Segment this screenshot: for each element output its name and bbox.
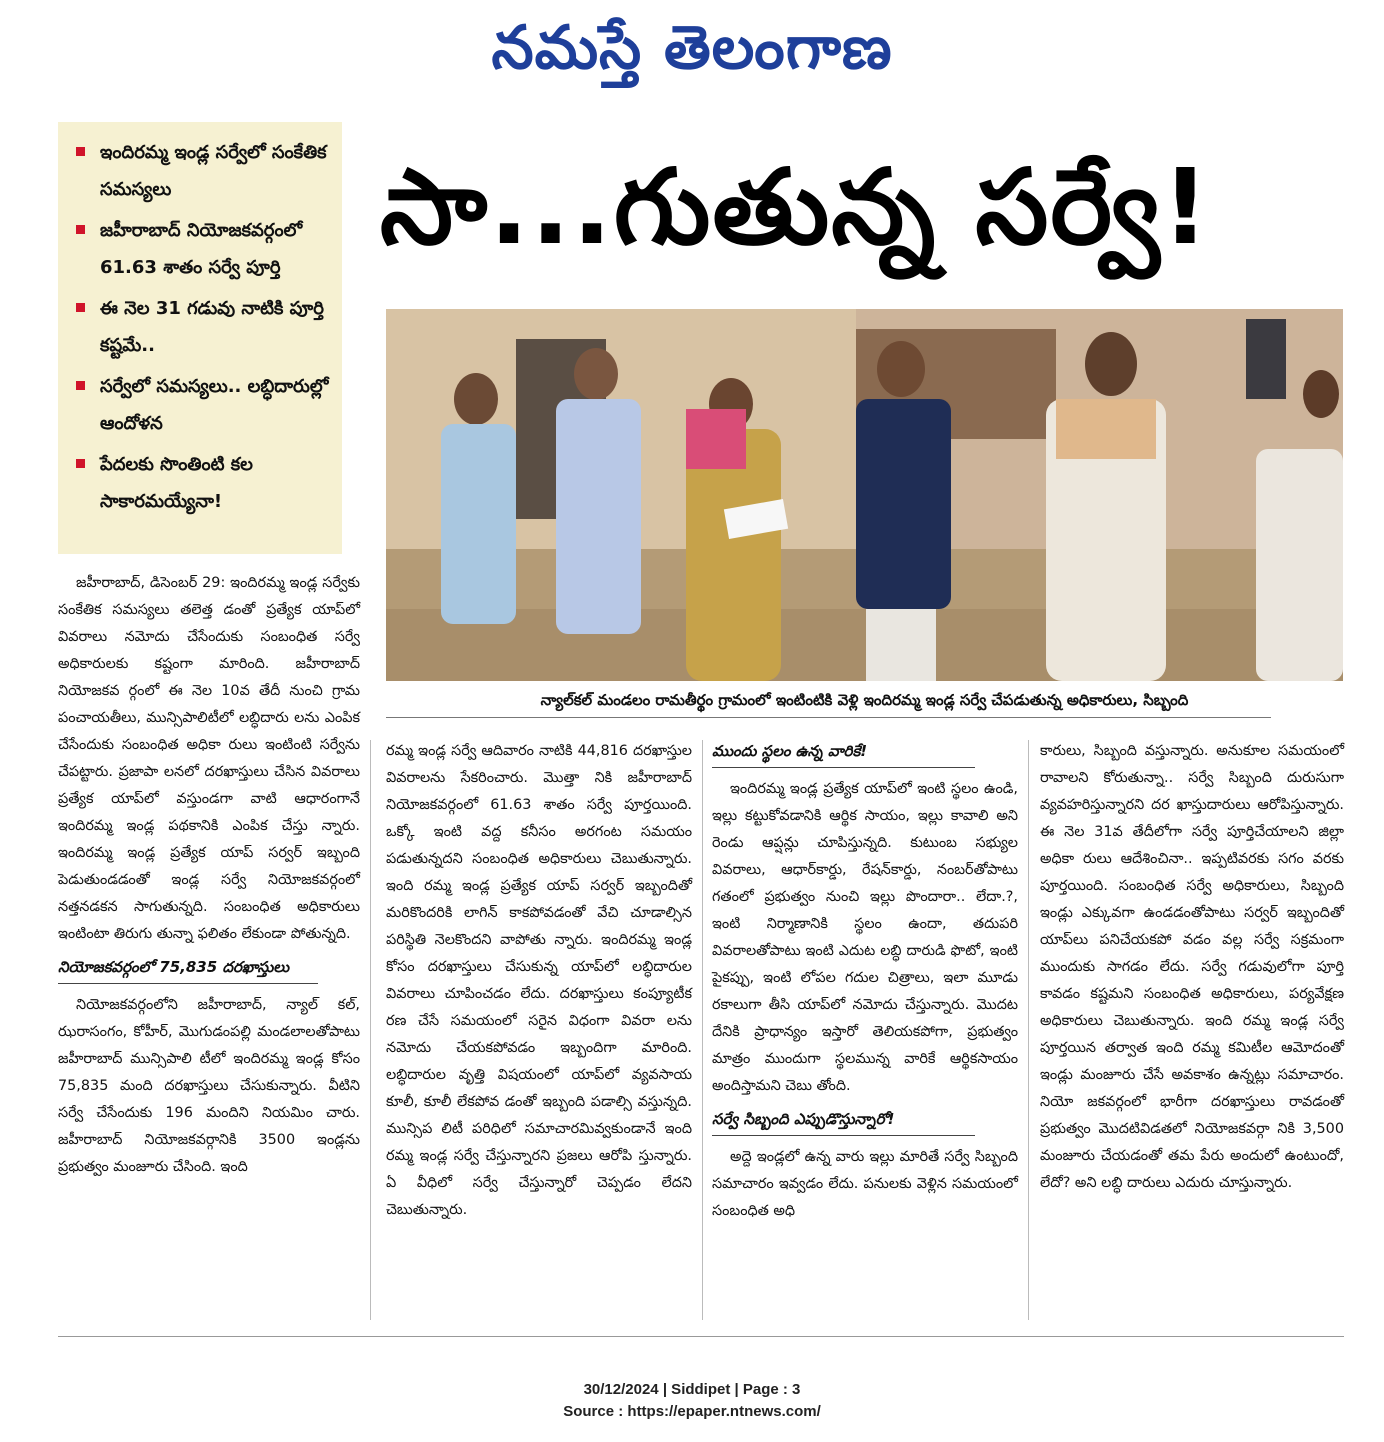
highlight-item: ఈ నెల 31 గడువు నాటికి పూర్తి కష్టమే.. <box>72 290 332 364</box>
paragraph: నియోజకవర్గంలోని జహీరాబాద్, న్యాల్ కల్, ఝరాసంగం, కోహీర్, మొగుడంపల్లి మండలాలతోపాటు జహీరాబాద్ మున్సిపాలి టీలో ఇందిరమ్మ ఇండ్ల కోసం 75,835 మంది దరఖాస్తులు చేసుకున్నారు. వీటిని సర్వే చేసేందుకు 196 మందిని నియమిం చారు. జహీరాబాద్ నియోజకవర్గానికి 3500 ఇండ్లను ప్రభుత్వం మంజూరు చేసింది. ఇంది <box>58 997 360 1175</box>
article-column-4 <box>1040 738 1344 1199</box>
paragraph: జహీరాబాద్, డిసెంబర్ 29: ఇందిరమ్మ ఇండ్ల సర్వేకు సంకేతిక సమస్యలు తలెత్త డంతో ప్రత్యేక యాప్‌లో వివరాలు నమోదు చేసేందుకు సంబంధిత సర్వే అధికారులకు కష్టంగా మారింది. జహీరాబాద్ నియోజకవ ర్గంలో ఈ నెల 10వ తేదీ నుంచి గ్రామ పంచాయతీలు, మున్సిపాలిటీలో లబ్ధిదారు లను ఎంపిక చేసేందుకు సంబంధిత అధికా రులు ఇంటింటి సర్వేను చేపట్టారు. ప్రజాపా లనలో దరఖాస్తులు చేసిన వివరాలు ప్రత్యేక యాప్‌లో వస్తుండగా వాటి ఆధారంగానే ఇందిరమ్మ ఇండ్ల పథకానికి ఎంపిక చేస్తు న్నారు. ఇందిరమ్మ ఇండ్ల ప్రత్యేక యాప్ సర్వర్ ఇబ్బంది పెడుతుండడంతో ఇండ్ల సర్వే నియోజకవర్గంలో నత్తనడకన సాగుతున్నది. సంబంధిత అధికారులు ఇంటింటా తిరుగు తున్నా ఫలితం లేకుండా పోతున్నది. <box>58 575 360 942</box>
column-divider <box>1028 740 1029 1320</box>
footer-date-page: 30/12/2024 | Siddipet | Page : 3 <box>583 1381 801 1398</box>
bullet-square-icon <box>76 147 85 156</box>
article-column-3 <box>712 738 1018 1227</box>
subheading-underline <box>712 767 975 768</box>
highlight-item: పేదలకు సొంతింటి కల సాకారమయ్యేనా! <box>72 446 332 520</box>
paragraph: అద్దె ఇండ్లలో ఉన్న వారు ఇల్లు మారితే సర్వే సిబ్బంది సమాచారం ఇవ్వడం లేదు. పనులకు వెళ్లిన సమయంలో సంబంధిత అధి <box>712 1149 1018 1219</box>
bullet-square-icon <box>76 459 85 468</box>
paragraph: కారులు, సిబ్బంది వస్తున్నారు. అనుకూల సమయంలో రావాలని కోరుతున్నా.. సర్వే సిబ్బంది దురుసుగా వ్యవహరిస్తున్నారని దర ఖాస్తుదారులు ఆరోపిస్తున్నారు. ఈ నెల 31వ తేదీలోగా సర్వే పూర్తిచేయాలని జిల్లా అధికా రులు ఆదేశించినా.. ఇప్పటివరకు సగం వరకు పూర్తయింది. సంబంధిత సర్వే అధికారులు, సిబ్బంది ఇండ్లు ఎక్కువగా ఉండడంతోపాటు సర్వర్ ఇబ్బందితో యాప్‌లు పనిచేయకపో వడం వల్ల సర్వే సక్రమంగా ముందుకు సాగడం లేదు. సర్వే గడువులోగా పూర్తి కావడం కష్టమని సంబంధిత అధికారులు, పర్యవేక్షణ అధికారులు చెబుతున్నారు. ఇంది రమ్మ ఇండ్ల సర్వే పూర్తయిన తర్వాత ఇంది రమ్మ కమిటీల ఆమోదంతో ఇండ్లు మంజూరు చేసే అవకాశం ఉన్నట్లు సమాచారం. నియో జకవర్గంలో భారీగా దరఖాస్తులు రావడంతో ప్రభుత్వం మొదటివిడతలో నియోజకవర్గా నికి 3,500 మంజూరు చేయడంతో తమ పేరు అందులో ఉంటుందో, లేదో? అని లబ్ధి దారులు ఎదురు చూస్తున్నారు. <box>1040 743 1344 1191</box>
caption-divider <box>386 717 1271 718</box>
column-divider <box>370 740 371 1320</box>
highlight-item: సర్వేలో సమస్యలు.. లబ్ధిదారుల్లో ఆందోళన <box>72 368 332 442</box>
footer-source-link[interactable]: Source : https://epaper.ntnews.com/ <box>563 1403 821 1420</box>
bullet-square-icon <box>76 303 85 312</box>
subheading-underline <box>712 1135 975 1136</box>
article-column-2 <box>386 738 692 1226</box>
subheading: ముందు స్థలం ఉన్న వారికే! <box>712 742 868 760</box>
paragraph: రమ్మ ఇండ్ల సర్వే ఆదివారం నాటికి 44,816 దరఖాస్తుల వివరాలను సేకరించారు. మొత్తా నికి జహీరాబాద్ నియోజకవర్గంలో 61.63 శాతం సర్వే పూర్తయింది. ఒక్కో ఇంటి వద్ద కనీసం అరగంట సమయం పడుతున్నదని సంబంధిత అధికారులు చెబుతున్నారు. ఇంది రమ్మ ఇండ్ల ప్రత్యేక యాప్ సర్వర్ ఇబ్బందితో మరికొందరికి లాగిన్ కాకపోవడంతో వేచి చూడాల్సిన పరిస్థితి నెలకొందని వాపోతు న్నారు. ఇందిరమ్మ ఇండ్ల కోసం దరఖాస్తులు చేసుకున్న యాప్‌లో లబ్ధిదారుల వివరాలు చూపించడం లేదు. దరఖాస్తులు కంప్యూటీక రణ చేసే సమయంలో సరైన విధంగా వివరా లను నమోదు చేయకపోవడం ఇబ్బందిగా మారింది. లబ్ధిదారుల వృత్తి విషయంలో యాప్‌లో వ్యవసాయ కూలీ, కూలీ లేకపోవ డంతో ఇబ్బంది పడాల్సి వస్తున్నది. మున్సిప లిటీ పరిధిలో సమాచారమివ్వకుండానే ఇంది రమ్మ ఇండ్ల సర్వే చేస్తున్నారని ప్రజలు ఆరోపి స్తున్నారు. ఏ వీధిలో సర్వే చేస్తున్నారో చెప్పడం లేదని చెబుతున్నారు. <box>386 743 692 1218</box>
highlight-item: జహీరాబాద్ నియోజకవర్గంలో 61.63 శాతం సర్వే పూర్తి <box>72 212 332 286</box>
masthead-logo: నమస్తే తెలంగాణ <box>491 13 893 83</box>
article-column-1 <box>58 570 360 1183</box>
highlight-item: ఇందిరమ్మ ఇండ్ల సర్వేలో సంకేతిక సమస్యలు <box>72 134 332 208</box>
bottom-divider <box>58 1336 1344 1337</box>
bullet-square-icon <box>76 225 85 234</box>
news-photo <box>386 309 1343 681</box>
bullet-square-icon <box>76 381 85 390</box>
subheading: సర్వే సిబ్బంది ఎప్పుడొస్తున్నారో! <box>712 1110 895 1128</box>
subheading: నియోజకవర్గంలో 75,835 దరఖాస్తులు <box>58 958 290 976</box>
photo-caption: న్యాల్‌కల్ మండలం రామతీర్థం గ్రామంలో ఇంటింటికి వెళ్లి ఇందిరమ్మ ఇండ్ల సర్వే చేపడుతున్న అధికారులు, సిబ్బంది <box>540 691 1189 709</box>
highlights-box <box>58 122 342 554</box>
headline: సా...గుతున్న సర్వే! <box>380 146 1212 268</box>
paragraph: ఇందిరమ్మ ఇండ్ల ప్రత్యేక యాప్‌లో ఇంటి స్థలం ఉండి, ఇల్లు కట్టుకోవడానికి ఆర్థిక సాయం, ఇల్లు కావాలి అని రెండు ఆప్షన్లు చూపిస్తున్నది. కుటుంబ సభ్యుల వివరాలు, ఆధార్‌కార్డు, రేషన్‌కార్డు, నంబర్‌తోపాటు గతంలో ప్రభుత్వం నుంచి ఇల్లు పొందారా.. లేదా.?, ఇంటి నిర్మాణానికి స్థలం ఉందా, తదుపరి వివరాలతోపాటు ఇంటి ఎదుట లబ్ధి దారుడి ఫొటో, ఇంటి పైకప్పు, ఇంటి లోపల గదుల చిత్రాలు, ఇలా మూడు రకాలుగా తీసి యాప్‌లో నమోదు చేస్తున్నారు. మొదట దేనికి ప్రాధాన్యం ఇస్తారో తెలియకపోగా, ప్రభుత్వం మాత్రం ముందుగా స్థలమున్న వారికే ఆర్థికసాయం అందిస్తామని చెబు తోంది. <box>712 781 1018 1094</box>
subheading-underline <box>58 983 318 984</box>
column-divider <box>702 740 703 1320</box>
